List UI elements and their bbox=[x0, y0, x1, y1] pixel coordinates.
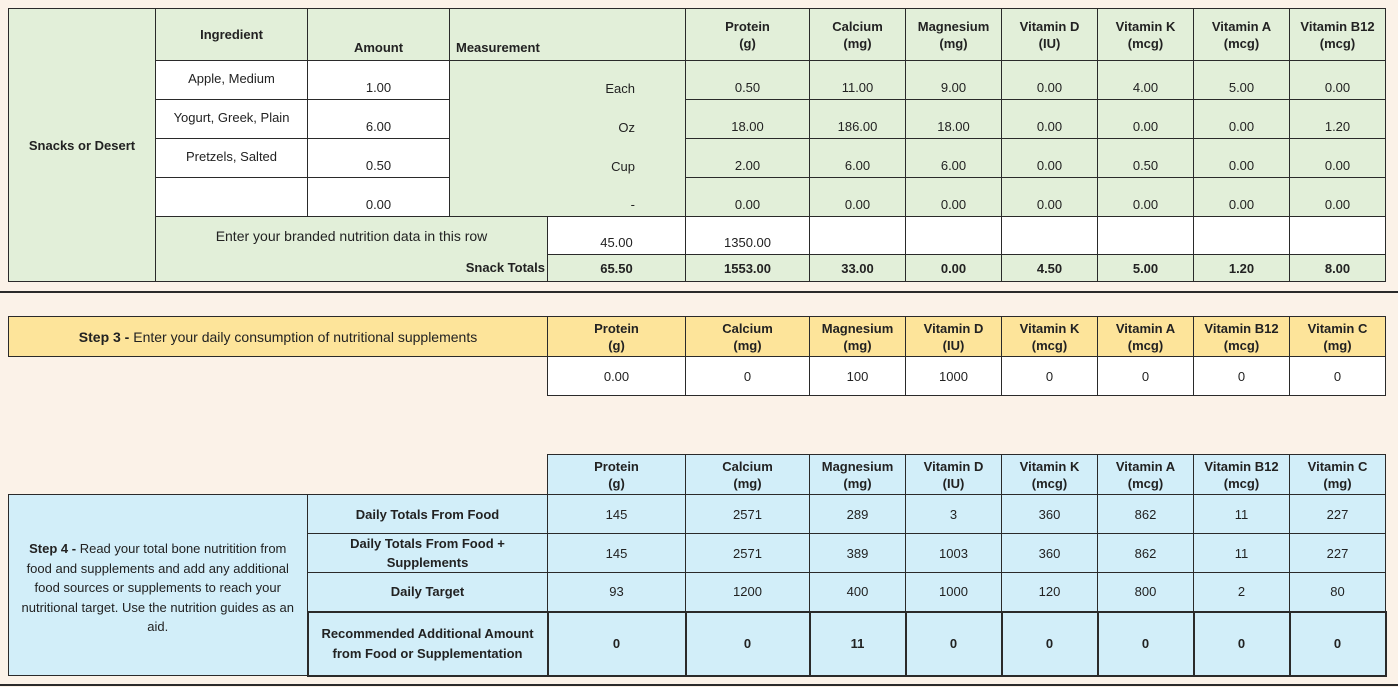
branded-input[interactable] bbox=[1194, 217, 1290, 255]
nutrient-header: Vitamin C (mg) bbox=[1290, 455, 1386, 495]
snack-row bbox=[9, 139, 1386, 178]
nutrient-value: 1.20 bbox=[1290, 100, 1386, 139]
spacer bbox=[9, 455, 548, 495]
supplement-input[interactable]: 0 bbox=[686, 357, 810, 396]
supplement-input[interactable]: 0 bbox=[1194, 357, 1290, 396]
branded-input[interactable] bbox=[810, 217, 906, 255]
recommendation-value: 11 bbox=[810, 612, 906, 676]
branded-input[interactable] bbox=[1002, 217, 1098, 255]
amount-input[interactable]: 0.00 bbox=[308, 178, 450, 217]
recommendation-value: 0 bbox=[1290, 612, 1386, 676]
summary-value: 1200 bbox=[686, 573, 810, 612]
step4-text: Read your total bone nutritition from food and supplements and add any additional food sources or supplements to reach your nutritional target. Use the nutrition guides as an aid. bbox=[21, 541, 294, 634]
nutrient-header: Vitamin B12 (mcg) bbox=[1194, 317, 1290, 357]
branded-label: Enter your branded nutrition data in this row bbox=[156, 217, 548, 255]
nutrient-value: 6.00 bbox=[906, 139, 1002, 178]
totals-row bbox=[9, 255, 1386, 282]
step3-table bbox=[8, 316, 1386, 396]
nutrient-header: Calcium (mg) bbox=[686, 317, 810, 357]
nutrient-header: Vitamin D (IU) bbox=[1002, 9, 1098, 61]
nutrient-header: Magnesium (mg) bbox=[906, 9, 1002, 61]
snacks-table bbox=[8, 8, 1386, 282]
supplement-input[interactable]: 1000 bbox=[906, 357, 1002, 396]
summary-value: 11 bbox=[1194, 534, 1290, 573]
summary-value: 360 bbox=[1002, 534, 1098, 573]
summary-value: 227 bbox=[1290, 534, 1386, 573]
total-value: 5.00 bbox=[1098, 255, 1194, 282]
summary-value: 400 bbox=[810, 573, 906, 612]
step4-label: Step 4 - bbox=[29, 541, 77, 556]
nutrient-value: 18.00 bbox=[686, 100, 810, 139]
measurement-value: - bbox=[450, 178, 686, 217]
nutrient-header: Protein (g) bbox=[686, 9, 810, 61]
supplement-input[interactable]: 0 bbox=[1098, 357, 1194, 396]
nutrient-value: 186.00 bbox=[810, 100, 906, 139]
total-value: 1.20 bbox=[1194, 255, 1290, 282]
summary-value: 360 bbox=[1002, 495, 1098, 534]
nutrient-header: Protein (g) bbox=[548, 317, 686, 357]
bottom-divider bbox=[0, 684, 1398, 686]
col-amount: Amount bbox=[308, 9, 450, 61]
summary-value: 2 bbox=[1194, 573, 1290, 612]
nutrient-value: 0.00 bbox=[686, 178, 810, 217]
ingredient-input[interactable]: Pretzels, Salted bbox=[156, 139, 308, 178]
branded-input[interactable]: 45.00 bbox=[548, 217, 686, 255]
nutrient-value: 11.00 bbox=[810, 61, 906, 100]
snack-row bbox=[9, 100, 1386, 139]
step4-header-row bbox=[9, 455, 1386, 495]
supplement-input[interactable]: 0 bbox=[1290, 357, 1386, 396]
step4-instruction bbox=[9, 495, 308, 676]
ingredient-input[interactable]: Yogurt, Greek, Plain bbox=[156, 100, 308, 139]
nutrient-value: 2.00 bbox=[686, 139, 810, 178]
summary-value: 862 bbox=[1098, 534, 1194, 573]
nutrient-value: 0.00 bbox=[1002, 100, 1098, 139]
total-value: 4.50 bbox=[1002, 255, 1098, 282]
totals-label: Snack Totals bbox=[156, 255, 548, 282]
total-value: 33.00 bbox=[810, 255, 906, 282]
nutrient-header: Vitamin D (IU) bbox=[906, 317, 1002, 357]
recommendation-value: 0 bbox=[1002, 612, 1098, 676]
summary-value: 1003 bbox=[906, 534, 1002, 573]
nutrient-value: 4.00 bbox=[1098, 61, 1194, 100]
step4-table bbox=[8, 454, 1387, 677]
nutrient-value: 0.00 bbox=[1002, 178, 1098, 217]
nutrient-value: 0.00 bbox=[1290, 139, 1386, 178]
snack-row bbox=[9, 61, 1386, 100]
nutrient-value: 0.00 bbox=[1098, 178, 1194, 217]
summary-value: 289 bbox=[810, 495, 906, 534]
recommendation-value: 0 bbox=[1098, 612, 1194, 676]
summary-value: 862 bbox=[1098, 495, 1194, 534]
summary-value: 2571 bbox=[686, 495, 810, 534]
summary-label: Daily Target bbox=[308, 573, 548, 612]
col-ingredient: Ingredient bbox=[156, 9, 308, 61]
section-label: Snacks or Desert bbox=[9, 9, 156, 282]
col-measurement: Measurement bbox=[450, 9, 686, 61]
summary-value: 3 bbox=[906, 495, 1002, 534]
recommendation-value: 0 bbox=[1194, 612, 1290, 676]
summary-value: 80 bbox=[1290, 573, 1386, 612]
measurement-value: Oz bbox=[450, 100, 686, 139]
nutrient-header: Vitamin B12 (mcg) bbox=[1290, 9, 1386, 61]
summary-value: 800 bbox=[1098, 573, 1194, 612]
nutrient-header: Vitamin K (mcg) bbox=[1002, 317, 1098, 357]
summary-value: 145 bbox=[548, 534, 686, 573]
spacer bbox=[9, 357, 548, 396]
nutrient-value: 0.00 bbox=[1290, 178, 1386, 217]
summary-row bbox=[9, 495, 1386, 534]
amount-input[interactable]: 0.50 bbox=[308, 139, 450, 178]
amount-input[interactable]: 1.00 bbox=[308, 61, 450, 100]
nutrient-value: 0.00 bbox=[1002, 139, 1098, 178]
nutrient-value: 0.00 bbox=[1194, 139, 1290, 178]
nutrient-value: 0.00 bbox=[1194, 100, 1290, 139]
total-value: 65.50 bbox=[548, 255, 686, 282]
section-divider bbox=[0, 291, 1398, 293]
ingredient-input[interactable]: Apple, Medium bbox=[156, 61, 308, 100]
recommendation-value: 0 bbox=[548, 612, 686, 676]
step3-instruction bbox=[9, 317, 548, 357]
nutrient-value: 0.50 bbox=[1098, 139, 1194, 178]
nutrient-value: 0.00 bbox=[1002, 61, 1098, 100]
branded-input[interactable] bbox=[1290, 217, 1386, 255]
summary-value: 227 bbox=[1290, 495, 1386, 534]
summary-value: 120 bbox=[1002, 573, 1098, 612]
nutrient-header: Calcium (mg) bbox=[686, 455, 810, 495]
nutrient-value: 0.50 bbox=[686, 61, 810, 100]
recommendation-label: Recommended Additional Amount from Food or Supplementation bbox=[308, 612, 548, 676]
supplement-input[interactable]: 100 bbox=[810, 357, 906, 396]
recommendation-value: 0 bbox=[906, 612, 1002, 676]
snack-row bbox=[9, 178, 1386, 217]
nutrient-header: Magnesium (mg) bbox=[810, 317, 906, 357]
nutrient-value: 0.00 bbox=[1098, 100, 1194, 139]
branded-input[interactable] bbox=[1098, 217, 1194, 255]
nutrient-header: Vitamin K (mcg) bbox=[1002, 455, 1098, 495]
step3-header-row bbox=[9, 317, 1386, 357]
nutrient-header: Calcium (mg) bbox=[810, 9, 906, 61]
nutrient-header: Vitamin A (mcg) bbox=[1098, 455, 1194, 495]
summary-value: 145 bbox=[548, 495, 686, 534]
supplement-row bbox=[9, 357, 1386, 396]
nutrient-value: 18.00 bbox=[906, 100, 1002, 139]
snacks-header-row bbox=[9, 9, 1386, 61]
branded-input[interactable]: 1350.00 bbox=[686, 217, 810, 255]
summary-value: 93 bbox=[548, 573, 686, 612]
supplement-input[interactable]: 0.00 bbox=[548, 357, 686, 396]
step3-label: Step 3 - bbox=[78, 328, 130, 345]
nutrient-value: 0.00 bbox=[906, 178, 1002, 217]
measurement-value: Each bbox=[450, 61, 686, 100]
amount-input[interactable]: 6.00 bbox=[308, 100, 450, 139]
nutrient-header: Vitamin C (mg) bbox=[1290, 317, 1386, 357]
summary-label: Daily Totals From Food + Supplements bbox=[308, 534, 548, 573]
nutrient-header: Protein (g) bbox=[548, 455, 686, 495]
total-value: 1553.00 bbox=[686, 255, 810, 282]
nutrient-header: Vitamin A (mcg) bbox=[1194, 9, 1290, 61]
supplement-input[interactable]: 0 bbox=[1002, 357, 1098, 396]
total-value: 8.00 bbox=[1290, 255, 1386, 282]
measurement-value: Cup bbox=[450, 139, 686, 178]
nutrient-header: Magnesium (mg) bbox=[810, 455, 906, 495]
branded-input[interactable] bbox=[906, 217, 1002, 255]
nutrient-header: Vitamin D (IU) bbox=[906, 455, 1002, 495]
nutrient-value: 0.00 bbox=[1290, 61, 1386, 100]
summary-value: 11 bbox=[1194, 495, 1290, 534]
nutrient-value: 0.00 bbox=[810, 178, 906, 217]
ingredient-input[interactable] bbox=[156, 178, 308, 217]
summary-value: 389 bbox=[810, 534, 906, 573]
recommendation-value: 0 bbox=[686, 612, 810, 676]
step3-text: Enter your daily consumption of nutritional supplements bbox=[129, 328, 478, 345]
nutrient-value: 6.00 bbox=[810, 139, 906, 178]
nutrient-header: Vitamin B12 (mcg) bbox=[1194, 455, 1290, 495]
nutrient-header: Vitamin A (mcg) bbox=[1098, 317, 1194, 357]
branded-row bbox=[9, 217, 1386, 255]
nutrient-value: 5.00 bbox=[1194, 61, 1290, 100]
nutrient-value: 0.00 bbox=[1194, 178, 1290, 217]
summary-value: 2571 bbox=[686, 534, 810, 573]
nutrient-value: 9.00 bbox=[906, 61, 1002, 100]
nutrient-header: Vitamin K (mcg) bbox=[1098, 9, 1194, 61]
summary-label: Daily Totals From Food bbox=[308, 495, 548, 534]
total-value: 0.00 bbox=[906, 255, 1002, 282]
summary-value: 1000 bbox=[906, 573, 1002, 612]
